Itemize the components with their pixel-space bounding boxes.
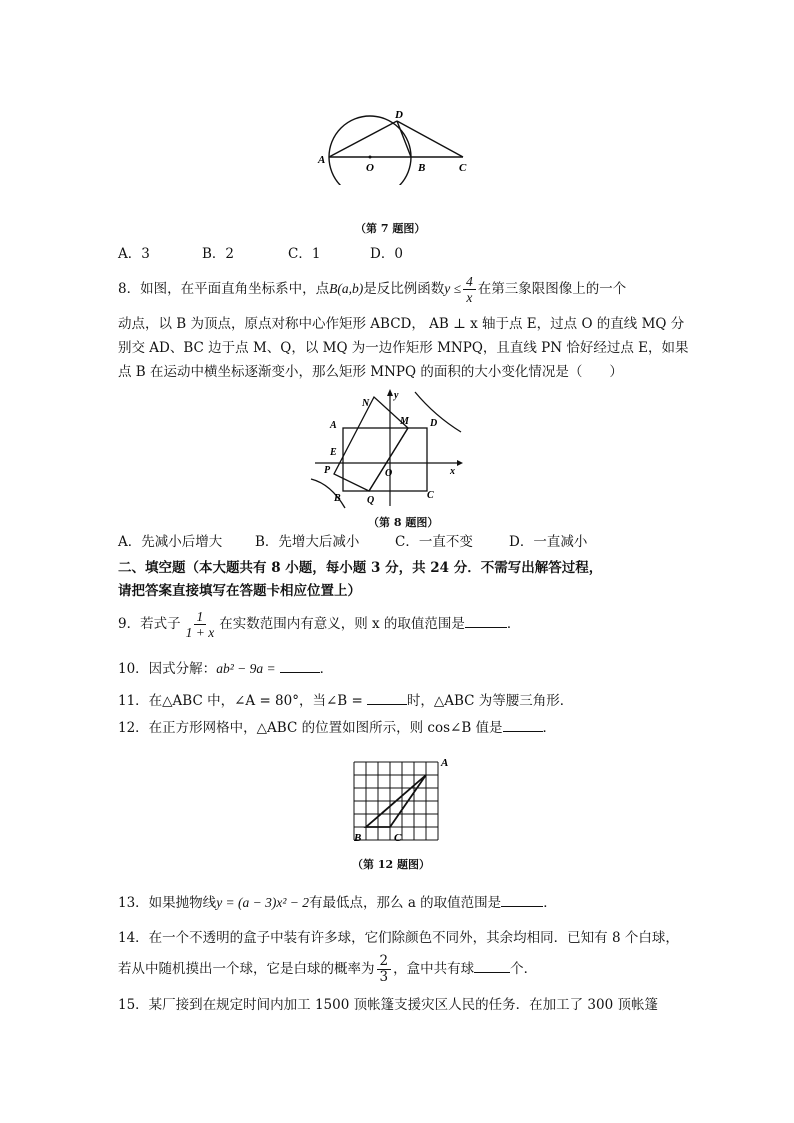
q8-rect-mnpq xyxy=(334,397,408,491)
q8-label-y: y xyxy=(394,390,399,401)
q7-option-c: C．1 xyxy=(288,246,321,262)
q8-label-O: O xyxy=(385,468,393,479)
q13-text-pre: 13．如果抛物线 xyxy=(118,895,217,911)
q9-text-post: 在实数范围内有意义，则 x 的取值范围是 xyxy=(219,616,465,632)
q8-line3: 别交 AD、BC 边于点 M、Q，以 MQ 为一边作矩形 MNPQ，且直线 PN 恰好经过点 E，如果 xyxy=(118,340,689,356)
q10-line xyxy=(118,658,333,679)
q8-option-c: C．一直不变 xyxy=(395,534,473,550)
q8-text-pre: 8．如图，在平面直角坐标系中，点 xyxy=(118,281,330,297)
q14-line2 xyxy=(118,951,537,987)
q11-line xyxy=(118,690,573,711)
q14-fraction xyxy=(377,954,392,985)
q13-text-end: ． xyxy=(543,895,557,911)
q8-text-mid: 是反比例函数 xyxy=(363,281,445,297)
q10-text-end: ． xyxy=(319,661,334,677)
q9-frac-den: 1 + x xyxy=(185,625,215,640)
q12-label-C: C xyxy=(394,832,402,844)
q12-line xyxy=(118,717,556,738)
q8-point-b: B xyxy=(329,281,338,296)
q7-label-O: O xyxy=(366,162,374,174)
section2-heading-line2: 请把答案直接填写在答题卡相应位置上） xyxy=(118,583,361,599)
q8-caption: （第 8 题图） xyxy=(368,516,439,529)
q12-text-pre: 12．在正方形网格中，△ABC 的位置如图所示，则 cos∠B 值是 xyxy=(118,720,503,736)
q8-label-x: x xyxy=(450,466,455,477)
q8-hyperbola-q1 xyxy=(415,392,461,432)
q10-answer-blank[interactable] xyxy=(280,658,320,673)
q8-label-M: M xyxy=(400,416,409,427)
q8-fraction xyxy=(463,274,476,305)
q10-text-pre: 10．因式分解： xyxy=(118,661,217,677)
q8-paren-ab: (a,b) xyxy=(337,281,364,296)
q11-text-pre: 11．在△ABC 中，∠A = 80°，当∠B = xyxy=(118,693,363,709)
q11-answer-blank[interactable] xyxy=(367,690,407,705)
q12-label-A: A xyxy=(441,757,449,769)
q7-label-A: A xyxy=(318,154,326,166)
q14-answer-blank[interactable] xyxy=(474,958,510,973)
q8-label-P: P xyxy=(324,465,331,476)
q7-figure xyxy=(315,105,475,185)
q8-frac-den: x xyxy=(466,290,473,305)
q14-text-mid: ，盒中共有球 xyxy=(393,961,475,977)
q13-expr: y = (a − 3)x² − 2 xyxy=(216,895,310,910)
q8-label-N: N xyxy=(362,398,370,409)
q7-line-db xyxy=(397,121,411,157)
q15-line1: 15．某厂接到在规定时间内加工 1500 顶帐篷支援灾区人民的任务．在加工了 300 顶帐篷 xyxy=(118,997,658,1013)
q9-fraction xyxy=(183,609,218,640)
q12-label-B: B xyxy=(354,832,362,844)
q7-option-a: A．3 xyxy=(118,246,150,262)
section2-heading-line1: 二、填空题（本大题共有 8 小题，每小题 3 分，共 24 分．不需写出解答过程， xyxy=(118,560,603,576)
q8-options xyxy=(118,532,587,552)
q8-label-C: C xyxy=(427,490,434,501)
q8-label-E: E xyxy=(330,447,337,458)
q8-option-b: B．先增大后减小 xyxy=(255,534,360,550)
q7-caption: （第 7 题图） xyxy=(355,222,426,235)
q9-text-pre: 9．若式子 xyxy=(118,616,181,632)
q9-line xyxy=(118,606,520,642)
q8-option-d: D．一直减小 xyxy=(509,534,588,550)
q8-rect-abcd xyxy=(343,428,427,491)
q14-text-post: 个． xyxy=(510,961,538,977)
q12-caption: （第 12 题图） xyxy=(352,858,430,871)
q9-frac-num: 1 xyxy=(194,609,207,625)
q7-label-D: D xyxy=(395,109,403,121)
q7-line-ad xyxy=(329,121,397,157)
q9-text-end: ． xyxy=(506,616,521,632)
q7-option-b: B．2 xyxy=(202,246,235,262)
q8-line4: 点 B 在运动中横坐标逐渐变小，那么矩形 MNPQ 的面积的大小变化情况是（ ） xyxy=(118,364,623,380)
q8-option-a: A．先减小后增大 xyxy=(118,534,223,550)
q12-answer-blank[interactable] xyxy=(503,717,543,732)
q8-figure xyxy=(303,386,473,510)
q8-label-A: A xyxy=(330,420,337,431)
q8-ineq: y ≤ xyxy=(444,281,461,296)
q7-options xyxy=(118,244,403,264)
q13-answer-blank[interactable] xyxy=(501,892,543,907)
q14-text-pre: 若从中随机摸出一个球，它是白球的概率为 xyxy=(118,961,375,977)
q7-option-d: D．0 xyxy=(370,246,403,262)
q12-text-end: ． xyxy=(542,720,557,736)
q9-answer-blank[interactable] xyxy=(465,613,507,628)
q7-label-C: C xyxy=(459,162,467,174)
q8-y-arrow xyxy=(387,389,393,396)
q14-frac-den: 3 xyxy=(379,969,389,985)
q7-center-dot xyxy=(369,156,372,159)
q14-frac-num: 2 xyxy=(377,954,392,970)
q8-frac-num: 4 xyxy=(463,274,476,290)
q14-line1: 14．在一个不透明的盒子中装有许多球，它们除颜色不同外，其余均相同．已知有 8 个白球， xyxy=(118,930,679,946)
q13-text-post: 有最低点，那么 a 的取值范围是 xyxy=(309,895,502,911)
q7-label-B: B xyxy=(418,162,426,174)
q12-figure xyxy=(342,752,458,850)
q8-line1 xyxy=(118,274,626,305)
q8-line-mq xyxy=(369,428,408,491)
q8-label-D: D xyxy=(430,418,438,429)
q8-x-arrow xyxy=(457,460,463,466)
q10-expr: ab² − 9a = xyxy=(216,661,276,676)
q8-label-Q: Q xyxy=(367,495,375,506)
q8-line2: 动点，以 B 为顶点，原点对称中心作矩形 ABCD， AB ⊥ x 轴于点 E，过点 O 的直线 MQ 分 xyxy=(118,316,685,332)
q8-label-B: B xyxy=(334,493,341,504)
q8-text-post: 在第三象限图像上的一个 xyxy=(477,281,627,297)
q11-text-post: 时，△ABC 为等腰三角形． xyxy=(406,693,574,709)
q13-line xyxy=(118,892,557,913)
